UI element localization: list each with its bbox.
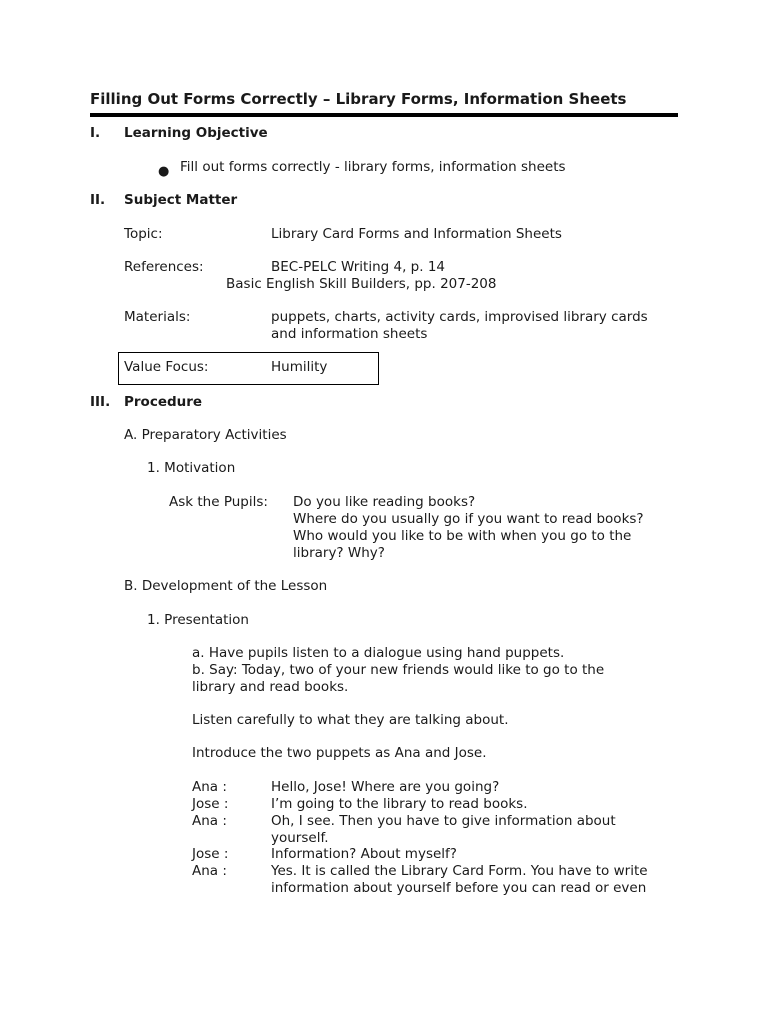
references-label: References:	[124, 259, 204, 275]
section-2-number: II.	[90, 192, 106, 208]
presentation-b: b. Say: Today, two of your new friends would like to go to the	[192, 662, 605, 678]
section-1-number: I.	[90, 125, 101, 141]
bullet-icon: ●	[158, 164, 170, 179]
listen-instruction: Listen carefully to what they are talking about.	[192, 712, 509, 728]
materials-label: Materials:	[124, 309, 191, 325]
dialogue-speaker: Ana :	[192, 863, 227, 879]
dialogue-line: yourself.	[271, 830, 329, 846]
dialogue-line: Hello, Jose! Where are you going?	[271, 779, 500, 795]
item-motivation: 1. Motivation	[147, 460, 236, 476]
presentation-a: a. Have pupils listen to a dialogue using hand puppets.	[192, 645, 565, 661]
section-3-heading: Procedure	[124, 394, 203, 410]
dialogue-line: I’m going to the library to read books.	[271, 796, 528, 812]
dialogue-line: Oh, I see. Then you have to give information about	[271, 813, 616, 829]
title-rule	[90, 113, 678, 117]
question-1: Do you like reading books?	[293, 494, 476, 510]
topic-value: Library Card Forms and Information Sheets	[271, 226, 562, 242]
value-focus-value: Humility	[271, 359, 328, 375]
question-2: Where do you usually go if you want to read books?	[293, 511, 644, 527]
dialogue-speaker: Ana :	[192, 813, 227, 829]
dialogue-speaker: Ana :	[192, 779, 227, 795]
materials-line-2: and information sheets	[271, 326, 428, 342]
dialogue-line: information about yourself before you can read or even	[271, 880, 647, 896]
section-2-heading: Subject Matter	[124, 192, 238, 208]
topic-label: Topic:	[124, 226, 163, 242]
question-3: Who would you like to be with when you go to the	[293, 528, 632, 544]
section-1-heading: Learning Objective	[124, 125, 268, 141]
intro-instruction: Introduce the two puppets as Ana and Jose.	[192, 745, 487, 761]
materials-line-1: puppets, charts, activity cards, improvised library cards	[271, 309, 648, 325]
dialogue-speaker: Jose :	[192, 846, 229, 862]
value-focus-label: Value Focus:	[124, 359, 209, 375]
reference-2: Basic English Skill Builders, pp. 207-208	[226, 276, 497, 292]
dialogue-line: Yes. It is called the Library Card Form. You have to write	[271, 863, 648, 879]
reference-1: BEC-PELC Writing 4, p. 14	[271, 259, 446, 275]
subsection-b: B. Development of the Lesson	[124, 578, 328, 594]
page-title: Filling Out Forms Correctly – Library Forms, Information Sheets	[90, 90, 627, 108]
objective-bullet-text: Fill out forms correctly - library forms, information sheets	[180, 159, 566, 175]
question-3-cont: library? Why?	[293, 545, 385, 561]
item-presentation: 1. Presentation	[147, 612, 249, 628]
presentation-b-cont: library and read books.	[192, 679, 349, 695]
dialogue-speaker: Jose :	[192, 796, 229, 812]
ask-label: Ask the Pupils:	[169, 494, 268, 510]
subsection-a: A. Preparatory Activities	[124, 427, 287, 443]
dialogue-line: Information? About myself?	[271, 846, 457, 862]
section-3-number: III.	[90, 394, 111, 410]
